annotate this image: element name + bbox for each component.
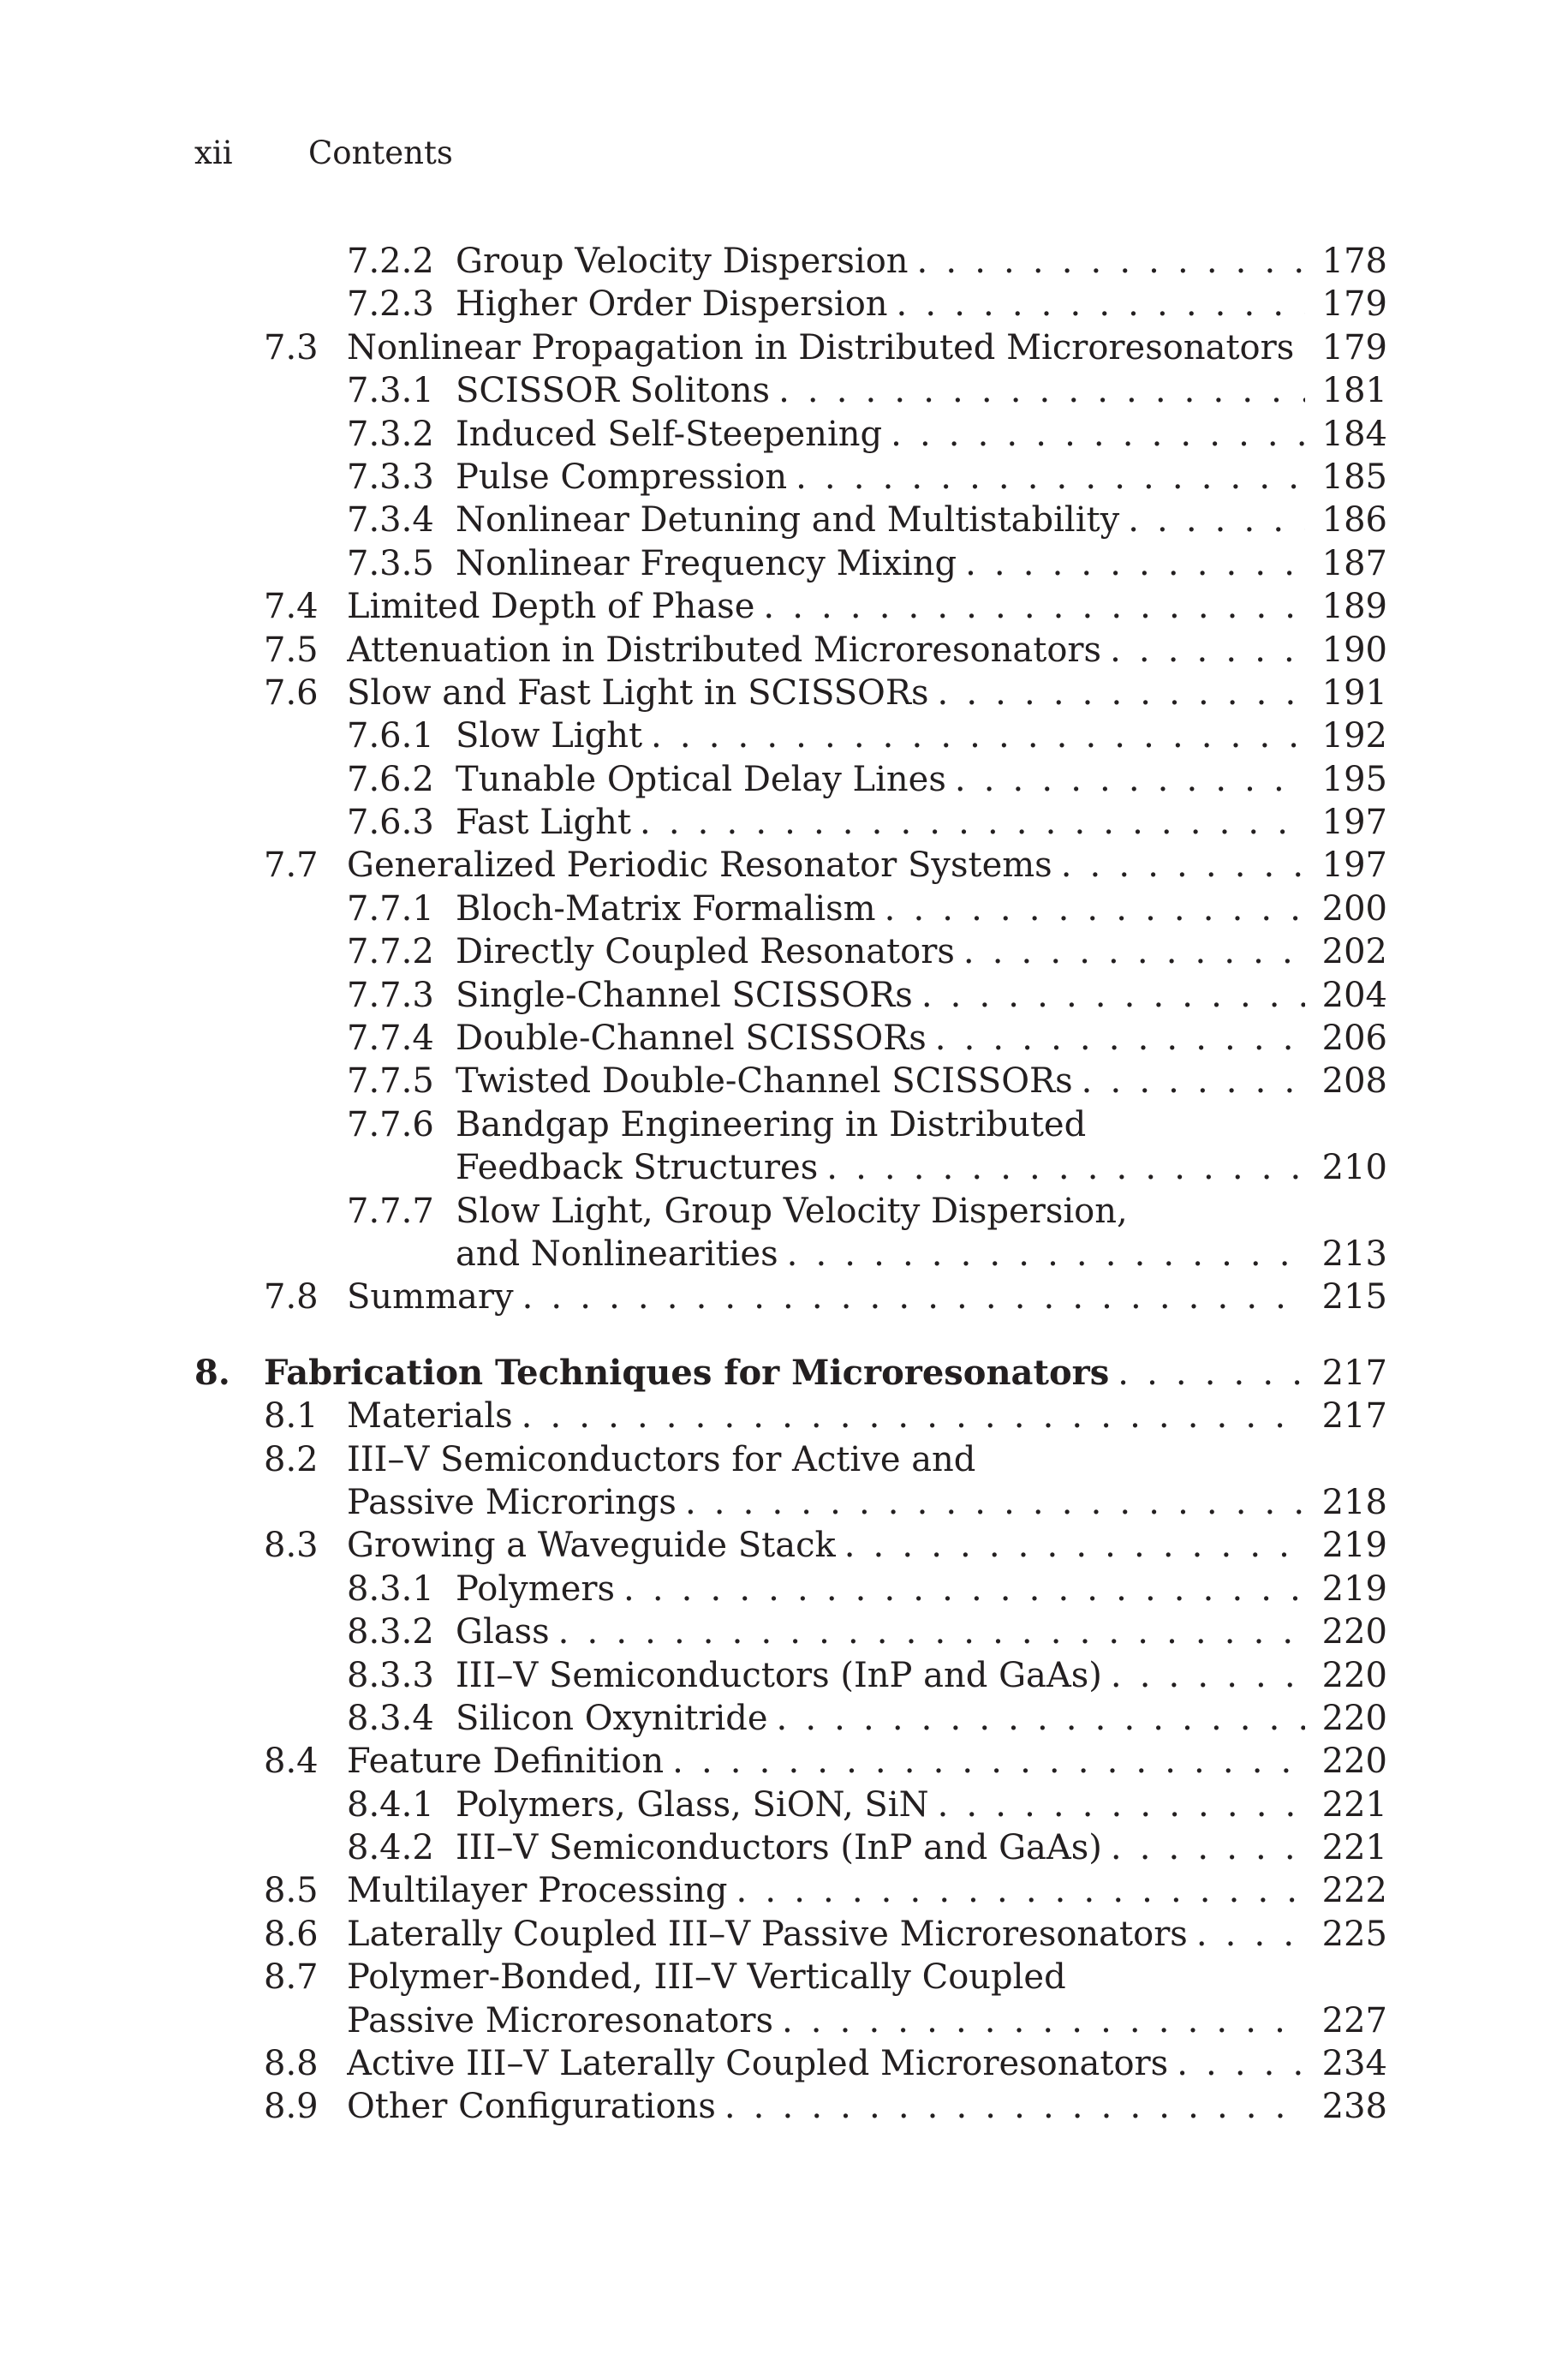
dot-leader [882, 413, 1305, 456]
toc-entry-section[interactable] [0, 672, 1568, 714]
dot-leader [913, 974, 1305, 1017]
toc-entry-page-number: 225 [1321, 1914, 1387, 1954]
toc-entry-subsection[interactable] [0, 1654, 1568, 1697]
dot-leader [664, 1740, 1305, 1783]
dot-leader [642, 714, 1305, 757]
toc-entry-title: Single-Channel SCISSORs [456, 975, 913, 1015]
dot-leader [1109, 1352, 1305, 1395]
toc-entry-section[interactable] [0, 1999, 1568, 2042]
toc-entry-title: Feedback Structures [456, 1148, 819, 1188]
toc-entry-page-number: 221 [1321, 1828, 1387, 1868]
toc-entry-page-number: 210 [1321, 1148, 1387, 1188]
toc-entry-number: 7.3.2 [347, 414, 434, 454]
toc-entry-number: 7.4 [264, 587, 319, 627]
toc-entry-subsection[interactable] [0, 1017, 1568, 1060]
dot-leader [927, 1017, 1305, 1060]
toc-entry-section[interactable] [0, 2085, 1568, 2128]
dot-leader [1052, 844, 1305, 887]
toc-entry-page-number: 220 [1321, 1655, 1387, 1695]
toc-entry-title: Group Velocity Dispersion [456, 242, 909, 281]
dot-leader [929, 672, 1306, 714]
dot-leader [1119, 499, 1305, 541]
toc-entry-page-number: 185 [1321, 457, 1387, 497]
toc-entry-page-number: 186 [1321, 500, 1387, 541]
toc-entry-page-number: 202 [1321, 932, 1387, 972]
toc-entry-section[interactable] [0, 1438, 1568, 1481]
toc-entry-number: 7.7.4 [347, 1019, 434, 1059]
toc-entry-title: Nonlinear Frequency Mixing [456, 543, 957, 583]
toc-entry-number: 8.6 [264, 1914, 319, 1954]
toc-entry-title: Induced Self-Steepening [456, 414, 883, 454]
toc-entry-number: 7.3.1 [347, 371, 434, 411]
toc-entry-title: Materials [347, 1396, 513, 1437]
toc-entry-title: Limited Depth of Phase [347, 587, 755, 627]
toc-entry-title: Polymers [456, 1568, 616, 1609]
toc-entry-page-number: 220 [1321, 1742, 1387, 1782]
dot-leader [728, 1869, 1305, 1912]
toc-entry-title: Nonlinear Propagation in Distributed Microresonators [347, 327, 1295, 367]
dot-leader [513, 1395, 1305, 1437]
toc-entry-number: 7.8 [264, 1277, 319, 1317]
dot-leader [514, 1276, 1305, 1318]
toc-entry-title: Summary [347, 1277, 514, 1317]
toc-entry-section[interactable] [0, 585, 1568, 628]
toc-entry-page-number: 215 [1321, 1277, 1387, 1317]
toc-entry-subsection[interactable] [0, 1190, 1568, 1233]
toc-entry-title: Bloch-Matrix Formalism [456, 888, 876, 929]
dot-leader [836, 1524, 1305, 1567]
toc-entry-page-number: 181 [1321, 371, 1387, 411]
toc-entry-subsection[interactable] [0, 930, 1568, 973]
dot-leader [1168, 2042, 1305, 2085]
toc-entry-subsection[interactable] [0, 1103, 1568, 1146]
toc-entry-number: 7.2.2 [347, 242, 434, 281]
toc-entry-title: Tunable Optical Delay Lines [456, 759, 946, 799]
toc-entry-number: 7.6.1 [347, 716, 434, 756]
toc-entry-title: Higher Order Dispersion [456, 284, 888, 325]
toc-entry-title: Directly Coupled Resonators [456, 932, 955, 972]
toc-entry-page-number: 189 [1321, 587, 1387, 627]
toc-entry-number: 8.2 [264, 1439, 319, 1479]
toc-entry-number: 8. [194, 1352, 230, 1393]
dot-leader [957, 542, 1305, 585]
toc-entry-number: 7.3.3 [347, 457, 434, 497]
toc-entry-number: 8.3.2 [347, 1612, 434, 1652]
toc-entry-title: Generalized Periodic Resonator Systems [347, 845, 1052, 886]
toc-entry-section[interactable] [0, 1913, 1568, 1956]
page-folio: xii [194, 134, 233, 171]
toc-entry-number: 7.7.2 [347, 932, 434, 972]
dot-leader [677, 1481, 1305, 1524]
toc-entry-number: 8.3.1 [347, 1568, 434, 1609]
toc-entry-page-number: 200 [1321, 888, 1387, 929]
dot-leader [929, 1784, 1305, 1826]
toc-entry-title: Fabrication Techniques for Microresonators [264, 1352, 1110, 1393]
toc-entry-title: Slow Light, Group Velocity Dispersion, [456, 1191, 1128, 1231]
toc-entry-page-number: 197 [1321, 803, 1387, 843]
toc-entry-number: 8.8 [264, 2044, 319, 2084]
toc-entry-subsection[interactable] [0, 240, 1568, 283]
dot-leader [615, 1568, 1305, 1610]
toc-entry-subsection[interactable] [0, 1697, 1568, 1740]
toc-entry-title: Nonlinear Detuning and Multistability [456, 500, 1120, 541]
toc-entry-title: III–V Semiconductors (InP and GaAs) [456, 1828, 1102, 1868]
toc-entry-page-number: 238 [1321, 2087, 1387, 2127]
dot-leader [1294, 326, 1305, 369]
toc-entry-page-number: 221 [1321, 1784, 1387, 1825]
toc-entry-title: and Nonlinearities [456, 1234, 778, 1274]
toc-entry-page-number: 217 [1321, 1396, 1387, 1437]
toc-entry-number: 7.7.3 [347, 975, 434, 1015]
toc-entry-number: 7.2.3 [347, 284, 434, 325]
toc-entry-number: 7.3 [264, 327, 319, 367]
toc-entry-title: SCISSOR Solitons [456, 371, 771, 411]
toc-entry-page-number: 179 [1321, 284, 1387, 325]
toc-entry-subsection[interactable] [0, 714, 1568, 757]
toc-entry-number: 7.7.7 [347, 1191, 434, 1231]
dot-leader [550, 1610, 1305, 1653]
toc-entry-page-number: 178 [1321, 242, 1387, 281]
toc-entry-number: 7.7 [264, 845, 319, 886]
toc-entry-page-number: 234 [1321, 2044, 1387, 2084]
dot-leader [1102, 1654, 1305, 1697]
toc-entry-number: 8.7 [264, 1957, 319, 1998]
toc-entry-page-number: 190 [1321, 630, 1387, 670]
toc-entry-number: 8.3.3 [347, 1655, 434, 1695]
toc-entry-number: 7.5 [264, 630, 319, 670]
toc-entry-page-number: 197 [1321, 845, 1387, 886]
dot-leader [716, 2085, 1305, 2128]
toc-entry-subsection[interactable] [0, 1610, 1568, 1653]
toc-entry-title: Double-Channel SCISSORs [456, 1019, 927, 1059]
toc-entry-number: 7.3.4 [347, 500, 434, 541]
toc-entry-page-number: 192 [1321, 716, 1387, 756]
toc-entry-page-number: 184 [1321, 414, 1387, 454]
toc-entry-title: Laterally Coupled III–V Passive Microresonators [347, 1914, 1188, 1954]
toc-entry-title: Passive Microresonators [347, 2000, 773, 2040]
toc-entry-number: 8.4.2 [347, 1828, 434, 1868]
toc-entry-number: 7.7.5 [347, 1061, 434, 1102]
toc-entry-section[interactable] [0, 1481, 1568, 1524]
toc-entry-section[interactable] [0, 1740, 1568, 1783]
toc-entry-page-number: 217 [1321, 1353, 1387, 1393]
toc-entry-section[interactable] [0, 844, 1568, 887]
dot-leader [787, 456, 1305, 499]
toc-entry-title: Multilayer Processing [347, 1871, 728, 1911]
toc-entry-subsection[interactable] [0, 413, 1568, 456]
toc-entry-subsection[interactable] [0, 1146, 1568, 1189]
dot-leader [1188, 1913, 1305, 1956]
toc-entry-subsection[interactable] [0, 456, 1568, 499]
toc-entry-page-number: 213 [1321, 1234, 1387, 1274]
toc-entry-title: Fast Light [456, 803, 631, 843]
dot-leader [631, 801, 1305, 844]
dot-leader [768, 1697, 1305, 1740]
toc-entry-subsection[interactable] [0, 1233, 1568, 1276]
toc-entry-section[interactable] [0, 1395, 1568, 1437]
toc-entry-subsection[interactable] [0, 758, 1568, 801]
toc-entry-page-number: 218 [1321, 1482, 1387, 1522]
toc-entry-number: 7.7.6 [347, 1104, 434, 1144]
toc-entry-page-number: 191 [1321, 672, 1387, 713]
dot-leader [770, 369, 1305, 412]
toc-entry-title: Glass [456, 1612, 550, 1652]
toc-entry-title: Slow and Fast Light in SCISSORs [347, 672, 929, 713]
toc-entry-title: Attenuation in Distributed Microresonators [347, 630, 1102, 670]
toc-entry-number: 8.9 [264, 2087, 319, 2127]
toc-entry-page-number: 220 [1321, 1612, 1387, 1652]
toc-entry-title: Passive Microrings [347, 1482, 677, 1522]
toc-entry-title: III–V Semiconductors (InP and GaAs) [456, 1655, 1102, 1695]
dot-leader [955, 930, 1305, 973]
toc-entry-page-number: 179 [1321, 327, 1387, 367]
dot-leader [876, 887, 1305, 930]
dot-leader [946, 758, 1305, 801]
toc-entry-title: Feature Definition [347, 1742, 665, 1782]
toc-entry-page-number: 219 [1321, 1568, 1387, 1609]
toc-entry-subsection[interactable] [0, 1060, 1568, 1102]
toc-entry-section[interactable] [0, 2042, 1568, 2085]
dot-leader [754, 585, 1305, 628]
running-head-title: Contents [308, 134, 453, 171]
toc-entry-page-number: 208 [1321, 1061, 1387, 1102]
table-of-contents [0, 240, 1568, 2129]
toc-entry-subsection[interactable] [0, 283, 1568, 326]
toc-entry-number: 8.1 [264, 1396, 319, 1437]
toc-entry-number: 8.4 [264, 1742, 319, 1782]
toc-entry-subsection[interactable] [0, 1826, 1568, 1869]
dot-leader [1101, 629, 1305, 672]
toc-entry-page-number: 204 [1321, 975, 1387, 1015]
toc-entry-page-number: 187 [1321, 543, 1387, 583]
dot-leader [1102, 1826, 1305, 1869]
dot-leader [1073, 1060, 1305, 1102]
toc-entry-section[interactable] [0, 326, 1568, 369]
toc-entry-title: III–V Semiconductors for Active and [347, 1439, 976, 1479]
toc-entry-section[interactable] [0, 1869, 1568, 1912]
toc-entry-title: Pulse Compression [456, 457, 788, 497]
dot-leader [909, 240, 1305, 283]
toc-entry-number: 7.6.2 [347, 759, 434, 799]
toc-entry-subsection[interactable] [0, 887, 1568, 930]
toc-entry-title: Polymer-Bonded, III–V Vertically Coupled [347, 1957, 1066, 1998]
toc-entry-title: Growing a Waveguide Stack [347, 1526, 836, 1566]
toc-entry-subsection[interactable] [0, 1568, 1568, 1610]
toc-entry-title: Polymers, Glass, SiON, SiN [456, 1784, 929, 1825]
toc-entry-title: Twisted Double-Channel SCISSORs [456, 1061, 1073, 1102]
toc-entry-subsection[interactable] [0, 499, 1568, 541]
toc-entry-number: 8.3 [264, 1526, 319, 1566]
toc-entry-subsection[interactable] [0, 542, 1568, 585]
toc-entry-title: Active III–V Laterally Coupled Microresonators [347, 2044, 1169, 2084]
toc-entry-page-number: 227 [1321, 2000, 1387, 2040]
toc-entry-section[interactable] [0, 629, 1568, 672]
toc-entry-title: Other Configurations [347, 2087, 716, 2127]
toc-entry-subsection[interactable] [0, 974, 1568, 1017]
toc-entry-title: Bandgap Engineering in Distributed [456, 1104, 1087, 1144]
toc-entry-section[interactable] [0, 1524, 1568, 1567]
dot-leader [773, 1999, 1305, 2042]
dot-leader [888, 283, 1305, 326]
toc-entry-page-number: 195 [1321, 759, 1387, 799]
toc-entry-title: Slow Light [456, 716, 643, 756]
toc-entry-section[interactable] [0, 1276, 1568, 1318]
toc-entry-page-number: 219 [1321, 1526, 1387, 1566]
toc-entry-number: 7.6 [264, 672, 319, 713]
toc-entry-number: 8.5 [264, 1871, 319, 1911]
toc-entry-number: 8.3.4 [347, 1698, 434, 1738]
toc-entry-number: 7.6.3 [347, 803, 434, 843]
dot-leader [818, 1146, 1305, 1189]
toc-entry-title: Silicon Oxynitride [456, 1698, 768, 1738]
toc-entry-subsection[interactable] [0, 801, 1568, 844]
toc-entry-chapter[interactable] [0, 1352, 1568, 1395]
toc-entry-number: 7.7.1 [347, 888, 434, 929]
toc-entry-number: 8.4.1 [347, 1784, 434, 1825]
toc-entry-page-number: 206 [1321, 1019, 1387, 1059]
toc-entry-page-number: 220 [1321, 1698, 1387, 1738]
toc-entry-subsection[interactable] [0, 1784, 1568, 1826]
toc-entry-subsection[interactable] [0, 369, 1568, 412]
toc-entry-section[interactable] [0, 1956, 1568, 1999]
toc-entry-page-number: 222 [1321, 1871, 1387, 1911]
toc-entry-number: 7.3.5 [347, 543, 434, 583]
dot-leader [778, 1233, 1305, 1276]
